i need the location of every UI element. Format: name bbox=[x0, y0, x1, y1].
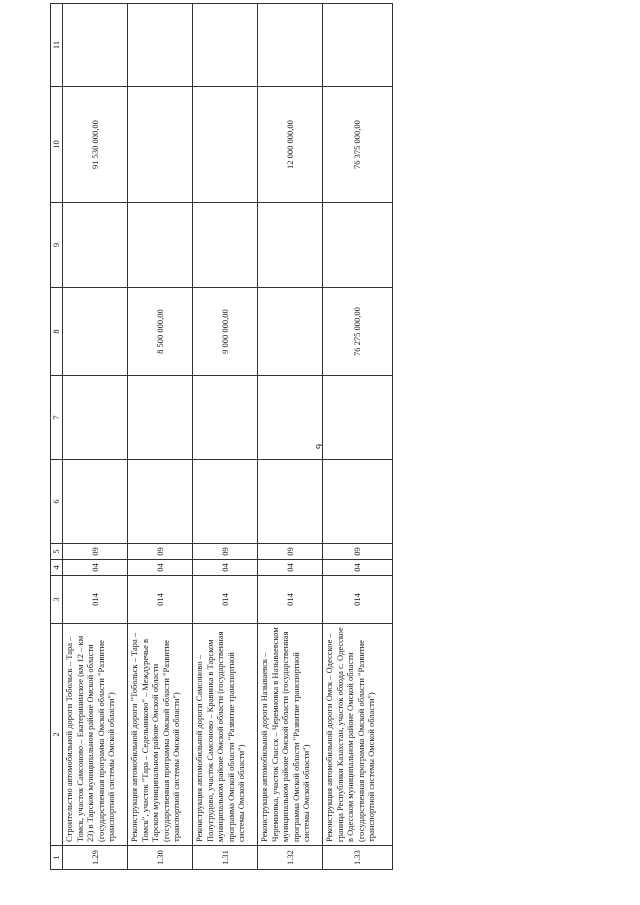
row-number: 1.29 bbox=[63, 846, 128, 870]
column-header: 5 bbox=[51, 544, 63, 560]
cell-col9 bbox=[258, 203, 323, 288]
table-row bbox=[193, 4, 258, 870]
amount-col8 bbox=[63, 288, 128, 376]
table-row bbox=[323, 4, 393, 870]
cell-col6 bbox=[323, 460, 393, 544]
object-name: Реконструкция автомобильной дороги Самсоново – Полугрудово, участок Самсоново – Кравинка в Тарском муниципальном районе Омской области (государственная программа Омской области "Развитие транспортной системы Омской области") bbox=[193, 624, 258, 846]
cell-col7 bbox=[193, 376, 258, 460]
column-header: 10 bbox=[51, 87, 63, 203]
subsection-cell: 09 bbox=[258, 544, 323, 560]
section-cell: 04 bbox=[128, 560, 193, 576]
budget-table bbox=[50, 3, 393, 870]
amount-col10 bbox=[193, 87, 258, 203]
cell-col6 bbox=[193, 460, 258, 544]
column-header: 9 bbox=[51, 203, 63, 288]
amount-col10: 91 530 000,00 bbox=[63, 87, 128, 203]
section-cell: 04 bbox=[323, 560, 393, 576]
cell-col9 bbox=[128, 203, 193, 288]
rotated-table-frame bbox=[50, 4, 383, 870]
row-number: 1.33 bbox=[323, 846, 393, 870]
cell-col7 bbox=[128, 376, 193, 460]
column-number-row bbox=[51, 4, 63, 870]
amount-col10 bbox=[128, 87, 193, 203]
cell-col6 bbox=[128, 460, 193, 544]
amount-col10: 76 375 000,00 bbox=[323, 87, 393, 203]
column-header: 7 bbox=[51, 376, 63, 460]
column-header: 11 bbox=[51, 4, 63, 87]
cell-col11 bbox=[193, 4, 258, 87]
table-row bbox=[63, 4, 128, 870]
cell-col7 bbox=[258, 376, 323, 460]
row-number: 1.32 bbox=[258, 846, 323, 870]
code-cell: 014 bbox=[323, 576, 393, 624]
cell-col11 bbox=[63, 4, 128, 87]
column-header: 3 bbox=[51, 576, 63, 624]
column-header: 1 bbox=[51, 846, 63, 870]
code-cell: 014 bbox=[258, 576, 323, 624]
code-cell: 014 bbox=[128, 576, 193, 624]
cell-col11 bbox=[128, 4, 193, 87]
row-number: 1.30 bbox=[128, 846, 193, 870]
amount-col8: 9 000 000,00 bbox=[193, 288, 258, 376]
page-number: 9 bbox=[315, 444, 326, 449]
column-header: 8 bbox=[51, 288, 63, 376]
cell-col9 bbox=[323, 203, 393, 288]
section-cell: 04 bbox=[63, 560, 128, 576]
cell-col9 bbox=[63, 203, 128, 288]
column-header: 2 bbox=[51, 624, 63, 846]
subsection-cell: 09 bbox=[323, 544, 393, 560]
cell-col11 bbox=[258, 4, 323, 87]
column-header: 4 bbox=[51, 560, 63, 576]
amount-col10: 12 000 000,00 bbox=[258, 87, 323, 203]
section-cell: 04 bbox=[193, 560, 258, 576]
subsection-cell: 09 bbox=[63, 544, 128, 560]
cell-col11 bbox=[323, 4, 393, 87]
cell-col7 bbox=[63, 376, 128, 460]
cell-col7 bbox=[323, 376, 393, 460]
subsection-cell: 09 bbox=[128, 544, 193, 560]
cell-col9 bbox=[193, 203, 258, 288]
object-name: Реконструкция автомобильной дороги Омск – Одесское – граница Республики Казахстан, участок обхода с. Одесское в Одесском муниципальном районе Омской области (государственная программа Омской области "Развитие транспортной системы Омской области") bbox=[323, 624, 393, 846]
section-cell: 04 bbox=[258, 560, 323, 576]
object-name: Реконструкция автомобильной дороги Называевск – Черемновка, участок Спасск – Черемновка в Называевском муниципальном районе Омской области (государственная программа Омской области "Развитие транспортной системы Омской области") bbox=[258, 624, 323, 846]
subsection-cell: 09 bbox=[193, 544, 258, 560]
cell-col6 bbox=[258, 460, 323, 544]
code-cell: 014 bbox=[193, 576, 258, 624]
amount-col8: 8 500 000,00 bbox=[128, 288, 193, 376]
row-number: 1.31 bbox=[193, 846, 258, 870]
table-row bbox=[258, 4, 323, 870]
column-header: 6 bbox=[51, 460, 63, 544]
table-row bbox=[128, 4, 193, 870]
object-name: Реконструкция автомобильной дороги "Тобольск – Тара – Томск", участок "Тара – Седельниково" – Междуречье в Тарском муниципальном районе Омской области (государственная программа Омской области "Развитие транспортной системы Омской области") bbox=[128, 624, 193, 846]
amount-col8: 76 275 000,00 bbox=[323, 288, 393, 376]
cell-col6 bbox=[63, 460, 128, 544]
code-cell: 014 bbox=[63, 576, 128, 624]
object-name: Строительство автомобильной дороги Тобольск – Тара – Томск, участок Самсоново – Екатерининское (км 12 – км 23) в Тарском муниципальном районе Омской области (государственная программа Омской области "Развитие транспортной системы Омской области") bbox=[63, 624, 128, 846]
amount-col8 bbox=[258, 288, 323, 376]
